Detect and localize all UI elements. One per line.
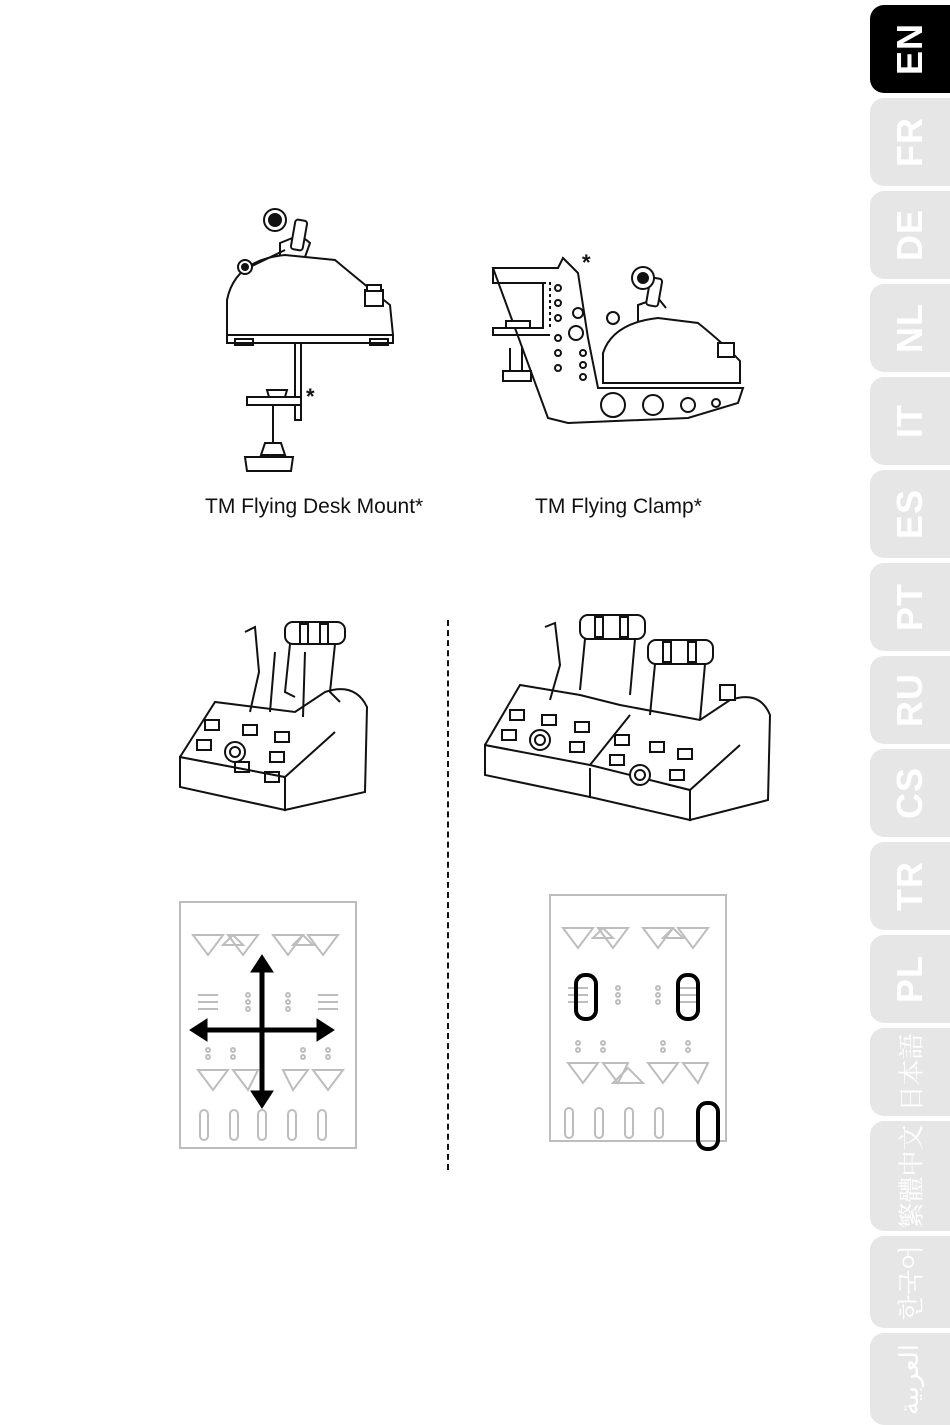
tab-label: ES: [889, 488, 930, 540]
tab-de[interactable]: [870, 191, 950, 279]
panel-highlights-illustration: [548, 893, 738, 1153]
tab-label: TR: [889, 861, 930, 911]
desk-mount-illustration: [215, 205, 415, 475]
tab-zh-tw[interactable]: [870, 1121, 950, 1231]
tab-label: DE: [888, 208, 930, 262]
desk-mount-asterisk: *: [306, 384, 315, 409]
dashed-divider: [447, 620, 449, 1170]
tab-label: 한국어: [896, 1244, 927, 1320]
clamp-asterisk: *: [582, 250, 591, 275]
tab-pl[interactable]: [870, 935, 950, 1023]
tab-label: PL: [888, 954, 930, 1004]
desk-mount-caption: TM Flying Desk Mount*: [205, 495, 424, 518]
single-throttle-illustration: [175, 612, 375, 812]
dual-throttle-illustration: [480, 605, 780, 845]
tab-label: FR: [889, 117, 930, 167]
tab-label: 繁體中文: [896, 1123, 927, 1229]
tab-label: PT: [888, 582, 930, 632]
tab-label: NL: [889, 303, 930, 353]
tab-label: العربية: [894, 1343, 925, 1415]
tab-it[interactable]: [870, 377, 950, 465]
tab-ko[interactable]: [870, 1236, 950, 1328]
tab-ja[interactable]: [870, 1028, 950, 1116]
tab-fr[interactable]: [870, 98, 950, 186]
tab-label: RU: [889, 673, 930, 727]
tab-ar[interactable]: [870, 1333, 950, 1425]
tab-nl[interactable]: [870, 284, 950, 372]
tab-label: IT: [889, 404, 930, 438]
tab-es[interactable]: [870, 470, 950, 558]
tab-cs[interactable]: [870, 749, 950, 837]
tab-pt[interactable]: [870, 563, 950, 651]
tab-label: EN: [888, 22, 930, 76]
tab-label: CS: [888, 766, 930, 820]
clamp-caption: TM Flying Clamp*: [535, 495, 702, 518]
tab-en[interactable]: [870, 5, 950, 93]
clamp-illustration: [488, 243, 758, 433]
tab-ru[interactable]: [870, 656, 950, 744]
panel-arrows-illustration: [178, 900, 360, 1150]
language-tabs: [870, 0, 950, 1425]
tab-label: 日本語: [896, 1032, 927, 1112]
tab-tr[interactable]: [870, 842, 950, 930]
